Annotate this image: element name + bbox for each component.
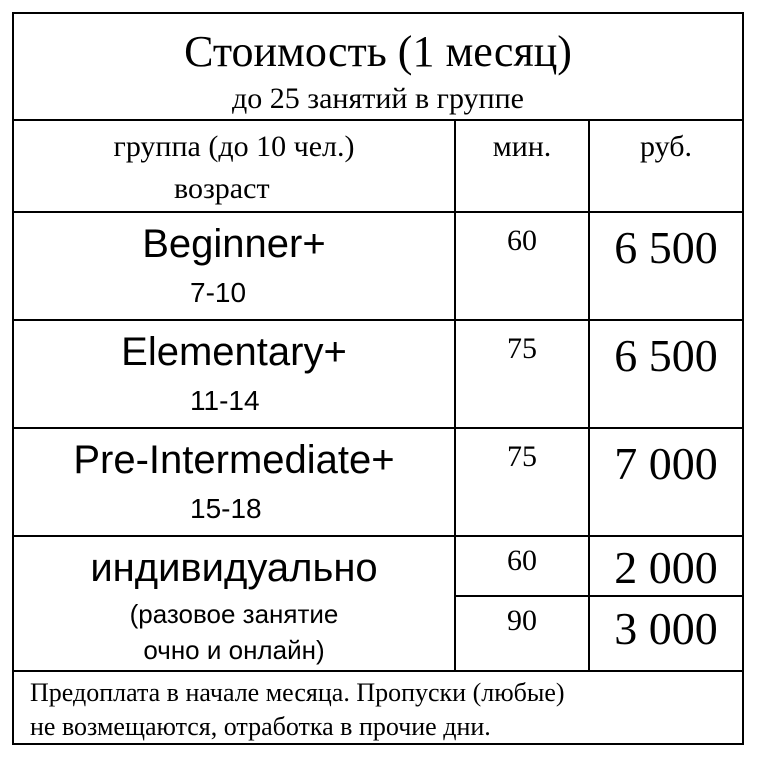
price-table (12, 12, 744, 745)
row-2-age: 11-14 (190, 385, 260, 416)
row-3-level: Pre-Intermediate+ (73, 438, 395, 482)
page-subtitle: до 25 занятий в группе (231, 82, 524, 115)
header-age: возраст (174, 172, 270, 205)
divider-footer (14, 670, 742, 672)
footer-note-line1: Предоплата в начале месяца. Пропуски (любые) (30, 678, 565, 707)
individual-option-1-minutes: 60 (507, 544, 537, 577)
row-1-minutes: 60 (507, 224, 537, 257)
individual-label: индивидуально (90, 546, 378, 590)
header-price: руб. (640, 130, 692, 163)
individual-option-2-price: 3 000 (614, 603, 718, 654)
row-1-price: 6 500 (614, 222, 718, 273)
header-group: группа (до 10 чел.) (113, 130, 355, 163)
individual-option-2-minutes: 90 (507, 604, 537, 637)
individual-option-1-price: 2 000 (614, 542, 718, 593)
divider-row-3 (14, 535, 742, 537)
divider-col-minutes (454, 119, 456, 672)
row-1-level: Beginner+ (142, 222, 326, 266)
footer-note-line2: не возмещаются, отработка в прочие дни. (30, 712, 491, 741)
row-1-age: 7-10 (190, 277, 247, 308)
row-3-age: 15-18 (190, 493, 262, 524)
header-minutes: мин. (492, 130, 552, 163)
divider-row-2 (14, 427, 742, 429)
row-3-minutes: 75 (507, 440, 537, 473)
divider-individual-options (454, 595, 742, 597)
divider-header (14, 211, 742, 213)
row-3-price: 7 000 (614, 438, 718, 489)
row-2-level: Elementary+ (121, 330, 347, 374)
individual-note-line1: (разовое занятие (129, 599, 339, 629)
divider-title (14, 119, 742, 121)
divider-row-1 (14, 319, 742, 321)
individual-note-line2: очно и онлайн) (143, 635, 325, 665)
page-title: Стоимость (1 месяц) (184, 27, 572, 76)
row-2-minutes: 75 (507, 332, 537, 365)
row-2-price: 6 500 (614, 330, 718, 381)
